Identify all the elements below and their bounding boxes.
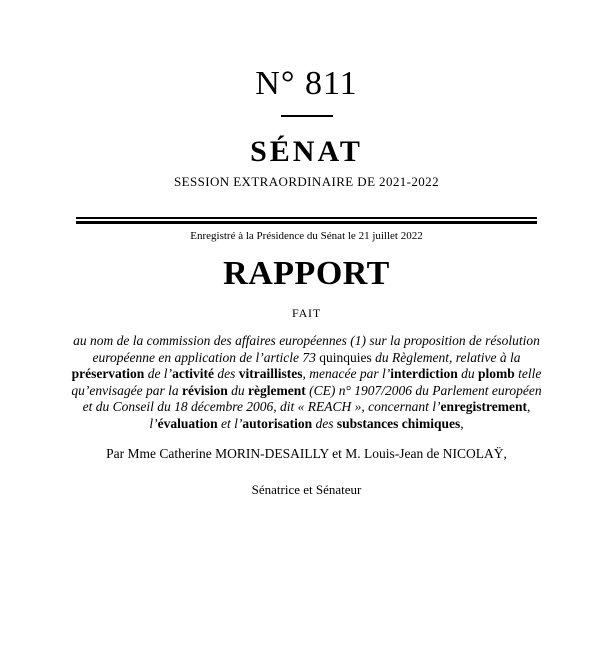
text-segment: du	[457, 366, 479, 381]
text-segment: préservation	[71, 366, 145, 381]
double-rule-divider	[76, 217, 537, 224]
summary-line	[0, 333, 613, 350]
text-segment: (CE) n° 1907/2006 du Parlement européen	[305, 382, 542, 398]
summary-line	[0, 350, 613, 367]
authors-line: Par Mme Catherine MORIN-DESAILLY et M. Louis-Jean de NICOLAŸ,	[106, 446, 507, 461]
text-segment: activité	[172, 366, 215, 381]
text-segment: règlement	[248, 382, 306, 398]
text-segment: de l’	[144, 366, 173, 381]
text-segment: du Règlement, relative à la	[371, 349, 521, 365]
text-segment: ,	[460, 415, 464, 431]
text-segment: l’	[149, 415, 158, 431]
text-segment: des	[214, 366, 239, 381]
session-line: SESSION EXTRAORDINAIRE DE 2021-2022	[174, 174, 439, 189]
text-segment: des	[312, 415, 337, 431]
text-segment: révision	[182, 382, 228, 398]
text-segment: , menacée par l’	[302, 366, 391, 381]
text-segment: et l’	[217, 415, 243, 431]
number-underline-rule	[281, 115, 333, 117]
text-segment: plomb	[478, 366, 515, 381]
text-segment: quinquies	[319, 349, 372, 365]
text-segment: telle	[514, 366, 542, 381]
authors-roles: Sénatrice et Sénateur	[251, 482, 362, 497]
text-segment: vitraillistes	[238, 366, 303, 381]
text-segment: du	[227, 382, 249, 398]
registration-line: Enregistré à la Présidence du Sénat le 21 juillet 2022	[190, 230, 423, 242]
text-segment: interdiction	[390, 366, 458, 381]
text-segment: qu’envisagée par la	[71, 382, 183, 398]
text-segment: autorisation	[242, 415, 313, 431]
text-segment: européenne en application de l’article 73	[92, 349, 320, 365]
summary-line	[0, 366, 613, 383]
text-segment: au nom de la commission des affaires européennes (1) sur la proposition de résolution	[73, 333, 540, 348]
text-segment: ,	[527, 399, 531, 414]
institution-title: SÉNAT	[250, 135, 363, 168]
text-segment: substances chimiques	[336, 415, 461, 431]
fait-label: FAIT	[292, 306, 321, 320]
report-title: RAPPORT	[223, 255, 390, 292]
summary-line	[0, 383, 613, 400]
document-number: N° 811	[255, 65, 358, 102]
summary-line	[0, 416, 613, 433]
summary-line	[0, 399, 613, 416]
text-segment: et du Conseil du 18 décembre 2006, dit « REACH », concernant l’	[82, 399, 441, 414]
report-subject-paragraph	[0, 333, 613, 432]
text-segment: évaluation	[157, 415, 218, 431]
text-segment: enregistrement	[440, 399, 528, 414]
